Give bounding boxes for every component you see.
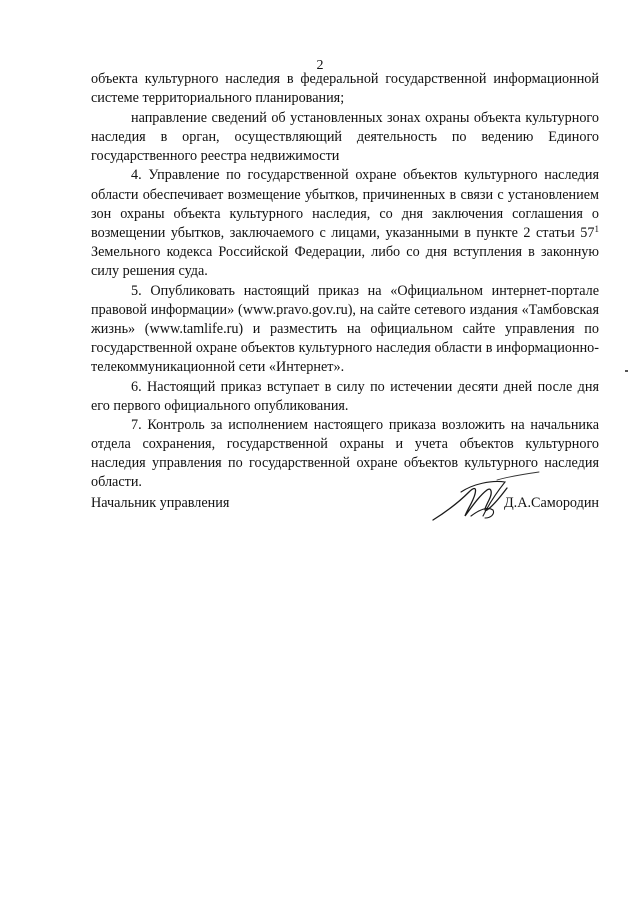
paragraph-item-4	[91, 166, 599, 281]
paragraph-item-7: 7. Контроль за исполнением настоящего приказа возложить на начальника отдела сохранения, государственной охраны и учета объектов культурного наследия управления по государственной охране объектов культурного наследия области.	[91, 417, 599, 491]
paragraph-item-4-text-end: Земельного кодекса Российской Федерации, либо со дня вступления в законную силу решения суда.	[91, 243, 599, 279]
signature-block	[91, 470, 599, 530]
paragraph-item-4-text: 4. Управление по государственной охране объектов культурного наследия области обеспечивает возмещение убытков, причиненных в связи с установлением зон охраны объекта культурного наследия, со дня заключения соглашения о возмещении убытков, заключаемого с лицами, указанными в пункте 2 статьи 57	[91, 167, 599, 241]
paragraph-continuation: объекта культурного наследия в федеральной государственной информационной системе территориального планирования;	[91, 71, 599, 107]
article-superscript: 1	[594, 223, 599, 234]
signer-name: Д.А.Самородин	[503, 495, 599, 511]
paragraph-zones-info: направление сведений об установленных зонах охраны объекта культурного наследия в орган, осуществляющий деятельность по ведению Единого государственного реестра недвижимости	[91, 109, 599, 164]
signer-position: Начальник управления	[91, 495, 230, 511]
paragraph-item-6: 6. Настоящий приказ вступает в силу по истечении десяти дней после дня его первого официального опубликования.	[91, 378, 599, 414]
scan-edge-mark	[625, 370, 628, 372]
paragraph-item-5: 5. Опубликовать настоящий приказ на «Официальном интернет-портале правовой информации» (www.pravo.gov.ru), на сайте сетевого издания «Тамбовская жизнь» (www.tamlife.ru) и разместить на официальном сайте управления по государственной охране объектов культурного наследия области в информационно-телекоммуникационной сети «Интернет».	[91, 282, 599, 375]
document-body	[91, 70, 599, 493]
page-number: 2	[316, 58, 324, 73]
